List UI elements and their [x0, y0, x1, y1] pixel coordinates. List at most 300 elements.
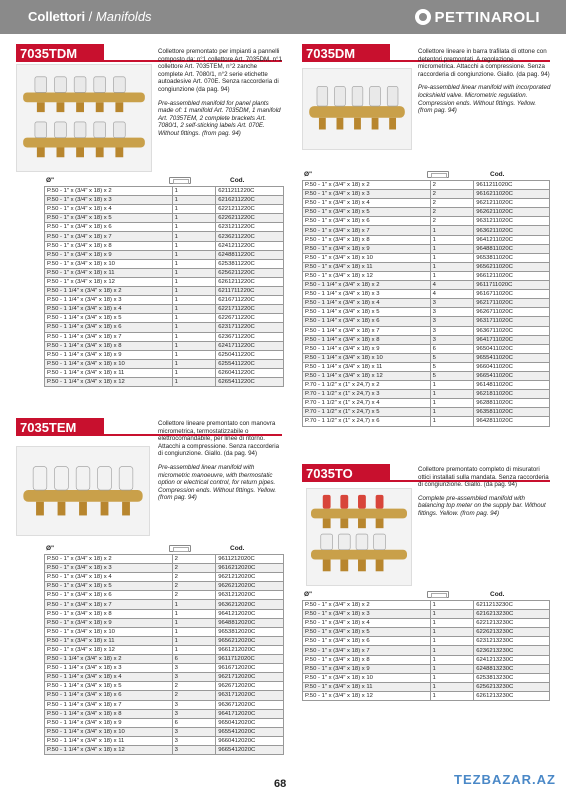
size-cell: P.50 - 1" x (3/4" x 18) x 10 — [45, 259, 173, 268]
article-code-cell: 6260411220C — [216, 368, 284, 377]
table-row — [45, 564, 284, 573]
size-cell: P.50 - 1 1/4" x (3/4" x 18) x 9 — [45, 350, 173, 359]
size-cell: P.50 - 1" x (3/4" x 18) x 8 — [303, 235, 431, 244]
table-row — [45, 359, 284, 368]
size-cell: P.50 - 1" x (3/4" x 18) x 2 — [45, 187, 173, 196]
size-cell: P.50 - 1" x (3/4" x 18) x 5 — [45, 214, 173, 223]
article-code-cell: 9616211020C — [474, 190, 550, 199]
table-row — [303, 190, 550, 199]
size-cell: P.50 - 1 1/4" x (3/4" x 18) x 8 — [45, 709, 173, 718]
quantity-cell: 2 — [172, 573, 216, 582]
quantity-cell: 1 — [430, 655, 474, 664]
product-image-7035to — [306, 488, 412, 586]
table-row — [303, 226, 550, 235]
description-it: Collettore lineare premontato con manovra micrometrica, termostatizzabile o elettrocomandabile, per linee di ritorno. Attacchi a compressione. Senza raccorderia di congiunzione. Giallo. (da pag. 94) — [158, 420, 280, 458]
manifold-photo-icon — [303, 69, 411, 149]
quantity-cell: 2 — [172, 555, 216, 564]
size-cell: P.50 - 1" x (3/4" x 18) x 6 — [303, 217, 431, 226]
size-cell: P.50 - 1 1/4" x (3/4" x 18) x 10 — [303, 353, 431, 362]
size-cell: P.50 - 1" x (3/4" x 18) x 8 — [303, 655, 431, 664]
article-code-cell: 9621811020C — [474, 390, 550, 399]
quantity-cell: 1 — [430, 691, 474, 700]
quantity-cell: 1 — [430, 271, 474, 280]
description-en: Pre-assembled linear manifold with micrometric manoeuvre, with thermostatic option or electrical control, for return pipes. Compression ends. Without fittings. Yellow. (from pag. 94) — [158, 463, 277, 502]
box-quantity-icon — [169, 177, 191, 184]
article-code-cell: 9616712020C — [216, 664, 284, 673]
table-row — [303, 335, 550, 344]
quantity-cell: 1 — [172, 250, 216, 259]
article-code-cell: 9648811020C — [474, 244, 550, 253]
size-cell: P.50 - 1" x (3/4" x 18) x 12 — [45, 277, 173, 286]
article-code-cell: 6241211220C — [216, 241, 284, 250]
quantity-cell: 1 — [172, 618, 216, 627]
description-7035tdm — [158, 48, 282, 144]
diameter-header: Ø" — [46, 177, 55, 184]
description-7035dm — [418, 48, 552, 121]
product-table-7035tdm — [44, 186, 284, 387]
manifold-photo-icon — [17, 65, 151, 171]
table-row — [45, 187, 284, 196]
page-number: 68 — [274, 778, 287, 790]
article-code-cell: 6256213230C — [474, 682, 550, 691]
quantity-cell: 3 — [172, 673, 216, 682]
quantity-cell: 2 — [172, 682, 216, 691]
size-cell: P.50 - 1" x (3/4" x 18) x 6 — [303, 637, 431, 646]
size-cell: P.50 - 1 1/4" x (3/4" x 18) x 8 — [303, 335, 431, 344]
quantity-cell: 5 — [430, 362, 474, 371]
quantity-cell: 1 — [430, 619, 474, 628]
size-cell: P.50 - 1 1/4" x (3/4" x 18) x 4 — [303, 299, 431, 308]
quantity-cell: 1 — [172, 296, 216, 305]
article-code-cell: 6221213230C — [474, 619, 550, 628]
article-code-cell: 6211213230C — [474, 601, 550, 610]
size-cell: P.50 - 1" x (3/4" x 18) x 8 — [45, 241, 173, 250]
table-row — [303, 362, 550, 371]
table-row — [303, 371, 550, 380]
size-cell: P.50 - 1 1/4" x (3/4" x 18) x 4 — [45, 673, 173, 682]
article-code-cell: 6261213230C — [474, 691, 550, 700]
article-code-cell: 6255411220C — [216, 359, 284, 368]
quantity-cell: 1 — [172, 332, 216, 341]
table-row — [303, 637, 550, 646]
quantity-cell: 1 — [172, 232, 216, 241]
table-row — [303, 664, 550, 673]
article-code-cell: 9661211020C — [474, 271, 550, 280]
quantity-cell: 1 — [172, 645, 216, 654]
site-watermark: TEZBAZAR.AZ — [454, 772, 556, 787]
article-code-cell: 9611211020C — [474, 181, 550, 190]
quantity-cell: 3 — [430, 335, 474, 344]
table-row — [45, 682, 284, 691]
quantity-cell: 1 — [172, 627, 216, 636]
product-image-7035tdm — [16, 64, 152, 172]
table-row — [45, 609, 284, 618]
quantity-cell: 3 — [172, 700, 216, 709]
article-code-cell: 9631712020C — [216, 691, 284, 700]
product-table-7035dm — [302, 180, 550, 427]
quantity-cell: 3 — [172, 664, 216, 673]
size-cell: P.50 - 1" x (3/4" x 18) x 6 — [45, 591, 173, 600]
quantity-cell: 3 — [430, 299, 474, 308]
article-code-cell: 6256211220C — [216, 268, 284, 277]
quantity-cell: 2 — [430, 190, 474, 199]
product-code: 7035DM — [302, 44, 390, 62]
box-quantity-icon — [427, 171, 449, 178]
size-cell: P.50 - 1" x (3/4" x 18) x 10 — [45, 627, 173, 636]
size-cell: P.50 - 1 1/4" x (3/4" x 18) x 6 — [45, 323, 173, 332]
table-row — [45, 350, 284, 359]
table-row — [303, 290, 550, 299]
table-row — [45, 627, 284, 636]
quantity-cell: 1 — [430, 226, 474, 235]
quantity-cell: 4 — [430, 281, 474, 290]
article-code-cell: 6248811220C — [216, 250, 284, 259]
quantity-cell: 2 — [172, 582, 216, 591]
table-row — [45, 736, 284, 745]
quantity-cell: 2 — [172, 691, 216, 700]
size-cell: P.50 - 1" x (3/4" x 18) x 12 — [303, 271, 431, 280]
table-row — [303, 308, 550, 317]
table-row — [45, 259, 284, 268]
table-row — [45, 305, 284, 314]
size-cell: P.50 - 1" x (3/4" x 18) x 8 — [45, 609, 173, 618]
size-cell: P.50 - 1" x (3/4" x 18) x 3 — [45, 564, 173, 573]
table-row — [303, 181, 550, 190]
article-code-cell: 9626212020C — [216, 582, 284, 591]
table-row — [45, 341, 284, 350]
table-row — [45, 591, 284, 600]
table-row — [303, 628, 550, 637]
table-row — [45, 573, 284, 582]
table-row — [303, 281, 550, 290]
quantity-cell: 1 — [430, 408, 474, 417]
article-code-cell: 9665412020C — [216, 745, 284, 754]
size-cell: P.70 - 1 1/2" x (1" x 24,7) x 5 — [303, 408, 431, 417]
article-code-cell: 9653811020C — [474, 253, 550, 262]
size-cell: P.50 - 1 1/4" x (3/4" x 18) x 11 — [45, 368, 173, 377]
article-code-cell: 6226211220C — [216, 214, 284, 223]
size-cell: P.50 - 1 1/4" x (3/4" x 18) x 3 — [303, 290, 431, 299]
quantity-cell: 1 — [430, 417, 474, 426]
description-7035tem — [158, 420, 282, 508]
article-code-cell: 9631711020C — [474, 317, 550, 326]
quantity-cell: 2 — [430, 181, 474, 190]
product-code: 7035TO — [302, 464, 390, 482]
size-cell: P.50 - 1" x (3/4" x 18) x 12 — [303, 691, 431, 700]
article-code-cell: 6248813230C — [474, 664, 550, 673]
table-row — [45, 636, 284, 645]
quantity-cell: 1 — [172, 205, 216, 214]
quantity-cell: 1 — [172, 377, 216, 386]
page-title — [28, 9, 152, 24]
quantity-cell: 1 — [430, 601, 474, 610]
size-cell: P.50 - 1" x (3/4" x 18) x 9 — [303, 244, 431, 253]
article-code-cell: 9661212020C — [216, 645, 284, 654]
article-code-cell: 9628811020C — [474, 399, 550, 408]
quantity-cell: 1 — [172, 341, 216, 350]
size-cell: P.50 - 1" x (3/4" x 18) x 4 — [45, 205, 173, 214]
table-row — [303, 417, 550, 426]
page-header — [0, 0, 566, 34]
description-it: Collettore lineare in barra trafilata di ottone con detentori premontati. A regolazione micrometrica. Attacchi a compressione. Senza raccorderia di congiunzione. Giallo. (da pag. 94) — [418, 48, 550, 78]
article-code-cell: 9614811020C — [474, 381, 550, 390]
box-quantity-icon — [169, 545, 191, 552]
size-cell: P.50 - 1 1/4" x (3/4" x 18) x 12 — [45, 377, 173, 386]
quantity-cell: 1 — [430, 646, 474, 655]
quantity-cell: 1 — [172, 259, 216, 268]
article-code-cell: 9631211020C — [474, 217, 550, 226]
article-code-cell: 6216211220C — [216, 196, 284, 205]
quantity-cell: 1 — [172, 277, 216, 286]
brand-logo — [415, 8, 541, 26]
size-cell: P.50 - 1" x (3/4" x 18) x 11 — [45, 636, 173, 645]
quantity-cell: 6 — [430, 344, 474, 353]
article-code-cell: 9641212020C — [216, 609, 284, 618]
size-cell: P.50 - 1 1/4" x (3/4" x 18) x 6 — [303, 317, 431, 326]
article-code-cell: 9641712020C — [216, 709, 284, 718]
article-code-cell: 9635811020C — [474, 408, 550, 417]
table-row — [45, 205, 284, 214]
article-code-cell: 9636212020C — [216, 600, 284, 609]
quantity-cell: 1 — [172, 241, 216, 250]
article-code-cell: 6250411220C — [216, 350, 284, 359]
description-7035to — [418, 466, 552, 524]
article-code-cell: 9665411020C — [474, 371, 550, 380]
article-code-cell: 9626712020C — [216, 682, 284, 691]
size-cell: P.50 - 1" x (3/4" x 18) x 5 — [303, 628, 431, 637]
size-cell: P.50 - 1" x (3/4" x 18) x 4 — [303, 199, 431, 208]
size-cell: P.50 - 1" x (3/4" x 18) x 11 — [303, 262, 431, 271]
table-row — [303, 244, 550, 253]
quantity-cell: 1 — [172, 314, 216, 323]
article-code-cell: 6211711220C — [216, 287, 284, 296]
size-cell: P.50 - 1" x (3/4" x 18) x 7 — [303, 226, 431, 235]
quantity-cell: 1 — [430, 381, 474, 390]
article-code-cell: 9648812020C — [216, 618, 284, 627]
table-row — [45, 214, 284, 223]
manifold-photo-icon — [307, 489, 411, 585]
table-row — [303, 317, 550, 326]
table-row — [45, 727, 284, 736]
size-cell: P.50 - 1" x (3/4" x 18) x 9 — [45, 250, 173, 259]
table-header-7035tdm — [44, 176, 284, 186]
table-header-7035to — [302, 590, 550, 600]
table-row — [303, 399, 550, 408]
product-image-7035dm — [302, 68, 412, 150]
quantity-cell: 1 — [430, 244, 474, 253]
manifold-photo-icon — [17, 447, 149, 535]
quantity-cell: 1 — [430, 262, 474, 271]
article-code-cell: 9650412020C — [216, 718, 284, 727]
article-code-cell: 9655411020C — [474, 353, 550, 362]
size-cell: P.50 - 1 1/4" x (3/4" x 18) x 8 — [45, 341, 173, 350]
size-cell: P.50 - 1" x (3/4" x 18) x 11 — [303, 682, 431, 691]
table-row — [303, 408, 550, 417]
table-row — [303, 271, 550, 280]
table-row — [45, 745, 284, 754]
quantity-cell: 1 — [430, 637, 474, 646]
article-code-cell: 9631212020C — [216, 591, 284, 600]
article-code-cell: 6226213230C — [474, 628, 550, 637]
quantity-cell: 3 — [430, 326, 474, 335]
size-cell: P.50 - 1" x (3/4" x 18) x 5 — [303, 208, 431, 217]
article-code-cell: 6265411220C — [216, 377, 284, 386]
size-cell: P.50 - 1" x (3/4" x 18) x 3 — [303, 610, 431, 619]
size-cell: P.50 - 1 1/4" x (3/4" x 18) x 12 — [45, 745, 173, 754]
size-cell: P.50 - 1 1/4" x (3/4" x 18) x 7 — [45, 700, 173, 709]
article-code-cell: 6236213230C — [474, 646, 550, 655]
table-row — [303, 199, 550, 208]
quantity-cell: 1 — [430, 664, 474, 673]
size-cell: P.50 - 1" x (3/4" x 18) x 7 — [45, 232, 173, 241]
table-row — [45, 718, 284, 727]
article-code-cell: 6221711220C — [216, 305, 284, 314]
article-code-cell: 9660411020C — [474, 362, 550, 371]
quantity-cell: 2 — [430, 199, 474, 208]
quantity-cell: 1 — [172, 350, 216, 359]
article-code-cell: 6216213230C — [474, 610, 550, 619]
article-code-cell: 9621212020C — [216, 573, 284, 582]
table-row — [45, 655, 284, 664]
quantity-cell: 1 — [172, 368, 216, 377]
quantity-cell: 3 — [172, 736, 216, 745]
quantity-cell: 3 — [172, 745, 216, 754]
quantity-cell: 5 — [430, 353, 474, 362]
quantity-cell: 1 — [430, 399, 474, 408]
table-row — [303, 235, 550, 244]
quantity-cell: 1 — [172, 359, 216, 368]
table-row — [303, 381, 550, 390]
quantity-cell: 4 — [430, 290, 474, 299]
quantity-cell: 1 — [430, 253, 474, 262]
table-row — [45, 296, 284, 305]
quantity-cell: 2 — [430, 217, 474, 226]
table-row — [45, 691, 284, 700]
article-code-cell: 6216711220C — [216, 296, 284, 305]
table-row — [303, 353, 550, 362]
quantity-cell: 1 — [430, 628, 474, 637]
title-italic: Manifolds — [95, 9, 152, 24]
table-row — [303, 682, 550, 691]
product-code: 7035TEM — [16, 418, 104, 436]
size-cell: P.50 - 1 1/4" x (3/4" x 18) x 2 — [45, 287, 173, 296]
table-row — [45, 618, 284, 627]
article-code-cell: 6261211220C — [216, 277, 284, 286]
table-row — [45, 555, 284, 564]
size-cell: P.50 - 1 1/4" x (3/4" x 18) x 5 — [303, 308, 431, 317]
size-cell: P.70 - 1 1/2" x (1" x 24,7) x 3 — [303, 390, 431, 399]
description-it: Collettore premontato per impianti a pannelli composto da: n°1 collettore Art. 7035DM, n°1 collettore Art. 7035TEM, n°2 zanche complete Art. 7080/1, n°2 serie etichette autoadesive Art. 070E. Senza raccorderia di congiunzione (da pag. 94) — [158, 48, 282, 93]
size-cell: P.50 - 1 1/4" x (3/4" x 18) x 9 — [45, 718, 173, 727]
size-cell: P.50 - 1" x (3/4" x 18) x 7 — [303, 646, 431, 655]
size-cell: P.50 - 1" x (3/4" x 18) x 11 — [45, 268, 173, 277]
size-cell: P.50 - 1 1/4" x (3/4" x 18) x 2 — [303, 281, 431, 290]
size-cell: P.50 - 1 1/4" x (3/4" x 18) x 3 — [45, 664, 173, 673]
article-code-cell: 6241711220C — [216, 341, 284, 350]
article-code-cell: 9611712020C — [216, 655, 284, 664]
size-cell: P.70 - 1 1/2" x (1" x 24,7) x 2 — [303, 381, 431, 390]
table-row — [45, 277, 284, 286]
quantity-cell: 2 — [172, 591, 216, 600]
article-code-cell: 9636711020C — [474, 326, 550, 335]
article-code-cell: 9611212020C — [216, 555, 284, 564]
product-table-7035tem — [44, 554, 284, 755]
table-row — [303, 262, 550, 271]
article-code-cell: 6226711220C — [216, 314, 284, 323]
article-code-cell: 6231711220C — [216, 323, 284, 332]
size-cell: P.50 - 1 1/4" x (3/4" x 18) x 2 — [45, 655, 173, 664]
size-cell: P.50 - 1 1/4" x (3/4" x 18) x 7 — [303, 326, 431, 335]
size-cell: P.70 - 1 1/2" x (1" x 24,7) x 4 — [303, 399, 431, 408]
size-cell: P.50 - 1 1/4" x (3/4" x 18) x 3 — [45, 296, 173, 305]
quantity-cell: 1 — [172, 305, 216, 314]
article-code-cell: 6253811220C — [216, 259, 284, 268]
article-code-cell: 9656212020C — [216, 636, 284, 645]
size-cell: P.50 - 1" x (3/4" x 18) x 9 — [45, 618, 173, 627]
size-cell: P.50 - 1 1/4" x (3/4" x 18) x 10 — [45, 727, 173, 736]
table-row — [45, 287, 284, 296]
logo-mark-icon — [415, 9, 431, 25]
quantity-cell: 5 — [430, 371, 474, 380]
table-row — [45, 250, 284, 259]
table-row — [45, 368, 284, 377]
size-cell: P.50 - 1" x (3/4" x 18) x 7 — [45, 600, 173, 609]
table-row — [303, 253, 550, 262]
size-cell: P.50 - 1" x (3/4" x 18) x 6 — [45, 223, 173, 232]
quantity-cell: 1 — [172, 214, 216, 223]
table-header-7035tem — [44, 544, 284, 554]
quantity-cell: 1 — [172, 287, 216, 296]
quantity-cell: 1 — [430, 673, 474, 682]
size-cell: P.50 - 1" x (3/4" x 18) x 3 — [45, 196, 173, 205]
table-row — [45, 673, 284, 682]
size-cell: P.70 - 1 1/2" x (1" x 24,7) x 6 — [303, 417, 431, 426]
quantity-cell: 1 — [172, 196, 216, 205]
title-bold: Collettori — [28, 9, 86, 24]
article-code-cell: 9641211020C — [474, 235, 550, 244]
table-row — [303, 619, 550, 628]
article-code-cell: 9621211020C — [474, 199, 550, 208]
article-code-cell: 9611711020C — [474, 281, 550, 290]
size-cell: P.50 - 1" x (3/4" x 18) x 2 — [45, 555, 173, 564]
title-separator: / — [85, 9, 96, 24]
diameter-header: Ø" — [304, 171, 313, 178]
table-row — [45, 600, 284, 609]
table-row — [303, 344, 550, 353]
size-cell: P.50 - 1" x (3/4" x 18) x 10 — [303, 253, 431, 262]
article-code-cell: 6221211220C — [216, 205, 284, 214]
size-cell: P.50 - 1" x (3/4" x 18) x 2 — [303, 601, 431, 610]
description-en: Complete pre-assembled manifold with balancing top meter on the supply bar. Without fittings. Yellow. (from pag. 94) — [418, 494, 546, 517]
table-row — [303, 655, 550, 664]
size-cell: P.50 - 1 1/4" x (3/4" x 18) x 6 — [45, 691, 173, 700]
size-cell: P.50 - 1" x (3/4" x 18) x 5 — [45, 582, 173, 591]
table-row — [303, 691, 550, 700]
quantity-cell: 1 — [172, 600, 216, 609]
code-header: Cod. — [490, 591, 505, 598]
size-cell: P.50 - 1 1/4" x (3/4" x 18) x 4 — [45, 305, 173, 314]
table-header-7035dm — [302, 170, 550, 180]
article-code-cell: 6236211220C — [216, 232, 284, 241]
quantity-cell: 6 — [172, 718, 216, 727]
size-cell: P.50 - 1 1/4" x (3/4" x 18) x 7 — [45, 332, 173, 341]
diameter-header: Ø" — [304, 591, 313, 598]
table-row — [45, 582, 284, 591]
logo-text: PETTINAROLI — [434, 8, 540, 26]
article-code-cell: 9656211020C — [474, 262, 550, 271]
description-it: Collettore premontato completo di misuratori ottici installati sulla mandata. Senza raccorderia di congiunzione. Giallo. (da pag. 94) — [418, 466, 549, 489]
quantity-cell: 1 — [172, 323, 216, 332]
